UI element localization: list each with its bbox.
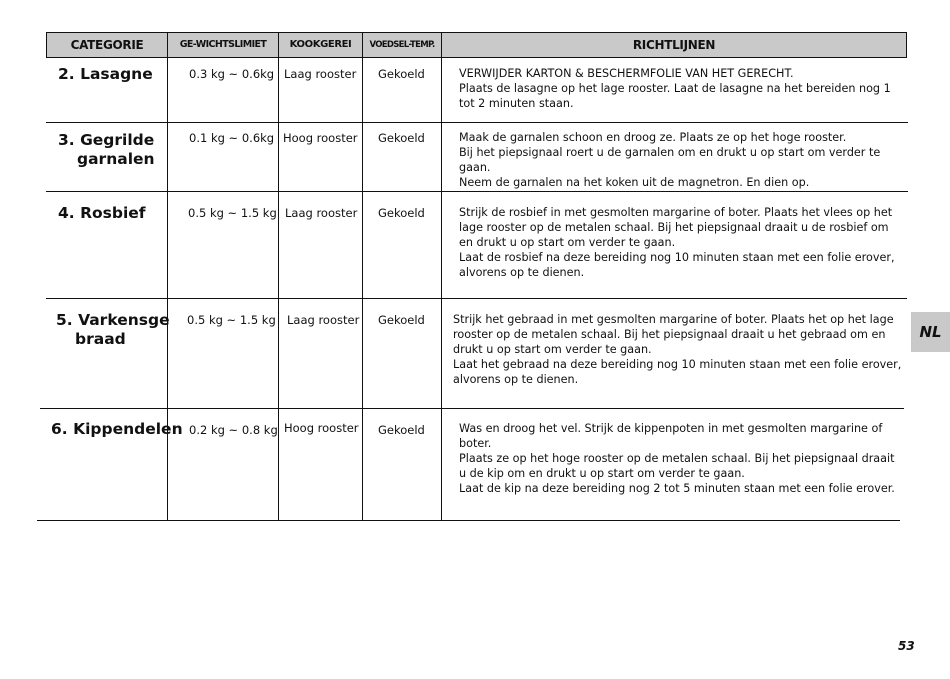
guideline-line: en drukt u op start om verder te gaan.: [459, 236, 676, 249]
guideline-line: gaan.: [459, 161, 491, 174]
column-divider: [167, 58, 168, 520]
guideline-line: tot 2 minuten staan.: [459, 97, 574, 110]
category-name: 3. Gegrilde: [58, 131, 155, 149]
row-divider: [46, 122, 908, 123]
guideline-line: alvorens op te dienen.: [459, 266, 585, 279]
guideline-line: Plaats ze op het hoge rooster op de metalen schaal. Bij het piepsignaal draait: [459, 452, 895, 465]
utensil: Hoog rooster: [284, 421, 359, 435]
guideline-line: rooster op de metalen schaal. Bij het piepsignaal draait u het gebraad om en: [453, 328, 886, 341]
guidelines: [459, 130, 899, 190]
guideline-line: lage rooster op de metalen schaal. Bij het piepsignaal draait u de rosbief om: [459, 221, 889, 234]
header-categorie: CATEGORIE: [47, 33, 168, 57]
table-header: [46, 32, 907, 58]
food-temperature: Gekoeld: [378, 313, 425, 327]
guideline-line: alvorens op te dienen.: [453, 373, 579, 386]
guideline-line: Was en droog het vel. Strijk de kippenpoten in met gesmolten margarine of: [459, 422, 883, 435]
guideline-line: boter.: [459, 437, 492, 450]
guideline-line: Neem de garnalen na het koken uit de magnetron. En dien op.: [459, 176, 810, 189]
guidelines: [459, 66, 899, 111]
weight-limit: 0.2 kg ~ 0.8 kg: [189, 423, 278, 437]
guidelines: [459, 421, 899, 496]
utensil: Laag rooster: [285, 206, 358, 220]
guideline-line: Strijk het gebraad in met gesmolten margarine of boter. Plaats het op het lage: [453, 313, 894, 326]
utensil: Laag rooster: [284, 67, 357, 81]
guideline-line: Laat de kip na deze bereiding nog 2 tot 5 minuten staan met een folie erover.: [459, 482, 895, 495]
page-number: 53: [898, 639, 915, 653]
column-divider: [362, 58, 363, 520]
guideline-line: Bij het piepsignaal roert u de garnalen om en drukt u op start om verder te: [459, 146, 881, 159]
row-divider: [46, 298, 907, 299]
guideline-line: drukt u op start om verder te gaan.: [453, 343, 652, 356]
guideline-line: Laat het gebraad na deze bereiding nog 10 minuten staan met een folie erover,: [453, 358, 902, 371]
guidelines: [453, 312, 905, 387]
row-divider: [40, 408, 904, 409]
weight-limit: 0.5 kg ~ 1.5 kg: [187, 313, 276, 327]
category-name-continued: braad: [75, 330, 126, 348]
column-divider: [278, 58, 279, 520]
header-richtlijnen: RICHTLIJNEN: [632, 38, 716, 52]
column-divider: [441, 58, 442, 520]
weight-limit: 0.1 kg ~ 0.6kg: [189, 131, 275, 145]
food-temperature: Gekoeld: [378, 206, 425, 220]
food-temperature: Gekoeld: [378, 67, 425, 81]
food-temperature: Gekoeld: [378, 131, 425, 145]
weight-limit: 0.3 kg ~ 0.6kg: [189, 67, 275, 81]
guideline-line: u de kip om en drukt u op start om verder te gaan.: [459, 467, 745, 480]
category-name: 2. Lasagne: [58, 65, 153, 83]
guidelines: [459, 205, 899, 280]
guideline-line: Strijk de rosbief in met gesmolten margarine of boter. Plaats het vlees op het: [459, 206, 893, 219]
guideline-line: Laat de rosbief na deze bereiding nog 10 minuten staan met een folie erover,: [459, 251, 895, 264]
header-kookgerei: KOOKGEREI: [279, 33, 363, 57]
food-temperature: Gekoeld: [378, 423, 425, 437]
guideline-line: VERWIJDER KARTON & BESCHERMFOLIE VAN HET GERECHT.: [459, 67, 794, 80]
category-name: 5. Varkensge: [56, 311, 170, 329]
guideline-line: Maak de garnalen schoon en droog ze. Plaats ze op het hoge rooster.: [459, 131, 847, 144]
row-divider: [46, 191, 908, 192]
header-gewicht: GE-WICHTSLIMIET: [168, 33, 279, 57]
category-name: 6. Kippendelen: [51, 420, 183, 438]
row-divider: [37, 520, 900, 521]
category-name-continued: garnalen: [77, 150, 155, 168]
utensil: Hoog rooster: [283, 131, 358, 145]
language-tab: NL: [911, 312, 950, 352]
weight-limit: 0.5 kg ~ 1.5 kg: [188, 206, 277, 220]
guideline-line: Plaats de lasagne op het lage rooster. Laat de lasagne na het bereiden nog 1: [459, 82, 891, 95]
utensil: Laag rooster: [287, 313, 360, 327]
header-voedsel-temp: VOEDSEL-TEMP.: [363, 33, 442, 57]
category-name: 4. Rosbief: [58, 204, 146, 222]
